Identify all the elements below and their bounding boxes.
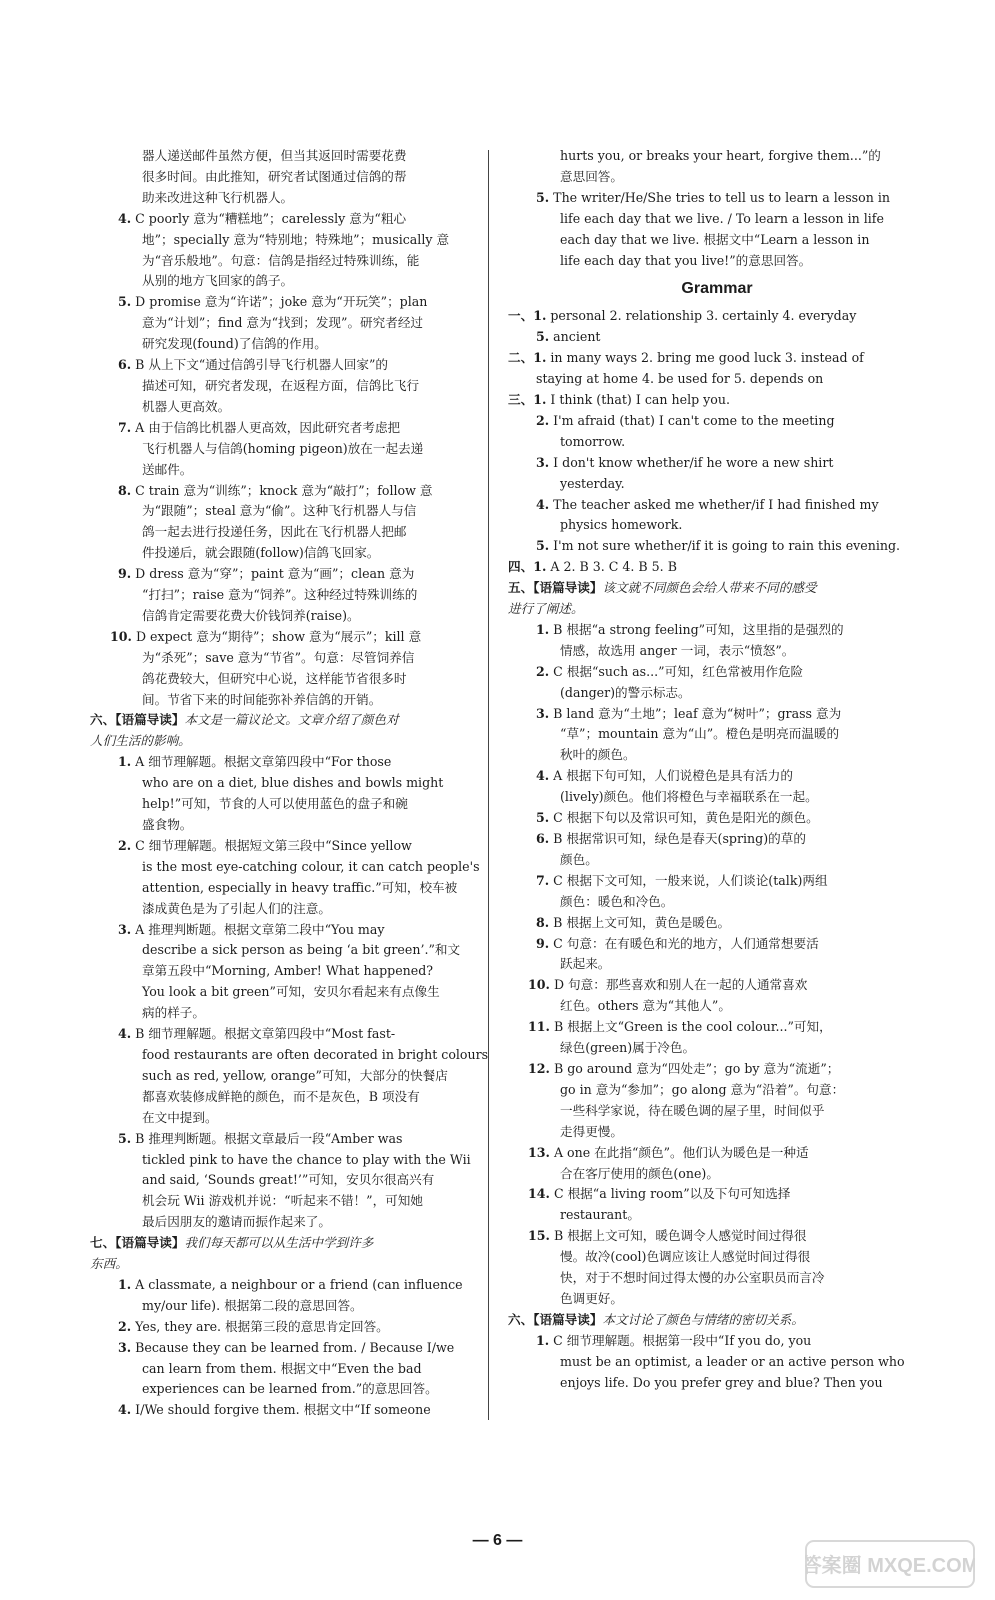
text-line	[90, 731, 508, 752]
line-text: experiences can be learned from.”的意思回答。	[142, 1381, 438, 1397]
line-text: B land 意为“土地”；leaf 意为“树叶”；grass 意为	[553, 705, 842, 721]
item-number: 10.	[110, 628, 132, 644]
item-number: 10.	[528, 977, 550, 993]
line-text: 最后因朋友的邀请而振作起来了。	[142, 1214, 331, 1230]
item-number: 9.	[536, 935, 550, 951]
text-line	[90, 1066, 508, 1087]
text-line	[508, 850, 926, 871]
text-line	[508, 1080, 926, 1101]
item-number: 12.	[528, 1060, 550, 1076]
right-column	[508, 146, 926, 1393]
line-text: C poorly 意为“糟糕地”；carelessly 意为“粗心	[135, 210, 407, 226]
text-line	[90, 857, 508, 878]
item-number: 13.	[528, 1144, 550, 1160]
line-text: each day that we live. 根据文中“Learn a lesson in	[560, 231, 870, 247]
line-text: 该文就不同颜色会给人带来不同的感受	[602, 580, 817, 596]
item-number: 5.	[536, 810, 550, 826]
line-text: 为“音乐般地”。句意：信鸽是指经过特殊训练，能	[142, 252, 420, 268]
line-text: ancient	[553, 329, 601, 345]
line-text: B 根据上文可知，暖色调令人感觉时间过得很	[553, 1228, 807, 1244]
line-text: is the most eye-catching colour, it can catch people's	[142, 858, 480, 874]
line-text: The teacher asked me whether/if I had finished my	[553, 496, 879, 512]
line-text: B 根据常识可知，绿色是春天(spring)的草的	[553, 831, 806, 846]
line-text: (lively)颜色。他们将橙色与幸福联系在一起。	[560, 789, 818, 805]
text-line	[90, 543, 508, 564]
item-number: 三、1.	[508, 391, 547, 407]
line-text: D 句意：那些喜欢和别人在一起的人通常喜欢	[553, 977, 808, 993]
line-text: 东西。	[90, 1256, 128, 1272]
text-line	[90, 899, 508, 920]
line-text: personal 2. relationship 3. certainly 4. everyday	[550, 308, 857, 324]
answer-item	[90, 1024, 508, 1045]
line-text: life each day that we live. / To learn a lesson in life	[560, 210, 884, 226]
line-text: 为“跟随”；steal 意为“偷”。这种飞行机器人与信	[142, 503, 417, 519]
text-line	[508, 641, 926, 662]
line-text: my/our life). 根据第二段的意思回答。	[142, 1297, 363, 1313]
line-text: D dress 意为“穿”；paint 意为“画”；clean 意为	[135, 566, 415, 582]
text-line	[90, 1003, 508, 1024]
text-line	[508, 369, 926, 390]
text-line	[90, 669, 508, 690]
answer-item	[508, 411, 926, 432]
section-label: 五、【语篇导读】	[508, 580, 603, 596]
text-line	[90, 773, 508, 794]
text-line	[508, 515, 926, 536]
item-number: 8.	[536, 914, 550, 930]
item-number: 2.	[536, 663, 550, 679]
answer-item	[508, 1226, 926, 1247]
text-line	[90, 982, 508, 1003]
text-line	[90, 439, 508, 460]
line-text: food restaurants are often decorated in bright colours	[142, 1046, 489, 1062]
text-line	[508, 1352, 926, 1373]
item-number: 四、1.	[508, 559, 547, 575]
line-text: 颜色：暖色和冷色。	[560, 893, 674, 909]
item-number: 4.	[118, 1402, 132, 1418]
line-text: A 2. B 3. C 4. B 5. B	[550, 559, 677, 575]
text-line	[90, 961, 508, 982]
text-line	[508, 892, 926, 913]
right-column-bottom	[508, 306, 926, 1393]
text-line	[508, 1164, 926, 1185]
item-number: 1.	[536, 621, 550, 637]
item-number: 4.	[536, 768, 550, 784]
text-line	[508, 1122, 926, 1143]
text-line	[90, 1191, 508, 1212]
line-text: “打扫”；raise 意为“饲养”。这种经过特殊训练的	[142, 587, 418, 603]
line-text: 意为“计划”；find 意为“找到；发现”。研究者经过	[142, 315, 424, 331]
item-number: 15.	[528, 1228, 550, 1244]
text-line	[508, 1205, 926, 1226]
section-label: 六、【语篇导读】	[90, 712, 185, 728]
item-number: 1.	[118, 754, 132, 770]
item-number: 2.	[536, 412, 550, 428]
answer-item	[508, 808, 926, 829]
answer-item	[90, 920, 508, 941]
item-number: 4.	[118, 1026, 132, 1042]
text-line	[508, 1101, 926, 1122]
line-text: A classmate, a neighbour or a friend (can influence	[135, 1276, 463, 1292]
watermark-logo	[805, 1540, 975, 1588]
item-number: 6.	[118, 357, 132, 373]
item-number: 一、1.	[508, 308, 547, 324]
text-line	[90, 1045, 508, 1066]
text-line	[508, 683, 926, 704]
item-number: 1.	[118, 1276, 132, 1292]
line-text: 慢。故冷(cool)色调应该让人感觉时间过得很	[560, 1249, 811, 1265]
line-text: 为“杀死”；save 意为“节省”。句意：尽管饲养信	[142, 649, 415, 665]
line-text: C 根据下句以及常识可知，黄色是阳光的颜色。	[553, 810, 819, 826]
text-line	[90, 501, 508, 522]
item-number: 14.	[528, 1186, 550, 1202]
line-text: 色调更好。	[560, 1290, 623, 1306]
line-text: attention, especially in heavy traffic.”可知，校车被	[142, 879, 458, 895]
line-text: physics homework.	[560, 517, 683, 533]
line-text: 快，对于不想时间过得太慢的办公室职员而言冷	[560, 1270, 825, 1286]
answer-item	[90, 355, 508, 376]
text-line	[90, 585, 508, 606]
answer-item	[508, 495, 926, 516]
answer-item	[90, 209, 508, 230]
answer-item	[90, 1338, 508, 1359]
answer-item	[90, 418, 508, 439]
line-text: tomorrow.	[560, 433, 626, 449]
line-text: C train 意为“训练”；knock 意为“敲打”；follow 意	[135, 482, 433, 498]
line-text: 机会玩 Wii 游戏机并说：“听起来不错！”，可知她	[142, 1193, 423, 1209]
line-text: 盛食物。	[142, 817, 193, 832]
text-line	[508, 432, 926, 453]
grammar-heading: Grammar	[681, 280, 753, 298]
line-text: 飞行机器人与信鸽(homing pigeon)放在一起去递	[142, 440, 424, 456]
text-line	[90, 878, 508, 899]
text-line	[508, 745, 926, 766]
line-text: 描述可知，研究者发现，在返程方面，信鸽比飞行	[142, 377, 420, 393]
section-label: 六、【语篇导读】	[508, 1311, 603, 1327]
item-number: 3.	[118, 1339, 132, 1355]
item-number: 1.	[536, 1332, 550, 1348]
answer-item	[508, 348, 926, 369]
line-text: B 根据“a strong feeling”可知，这里指的是强烈的	[553, 621, 844, 637]
line-text: C 句意：在有暖色和光的地方，人们通常想要活	[553, 935, 819, 951]
text-line	[508, 1268, 926, 1289]
line-text: 都喜欢装修成鲜艳的颜色，而不是灰色，B 项没有	[142, 1088, 420, 1104]
item-number: 5.	[536, 189, 550, 205]
text-line	[90, 334, 508, 355]
answer-item	[508, 620, 926, 641]
page-number: — 6 —	[472, 1532, 523, 1549]
text-line	[508, 474, 926, 495]
item-number: 9.	[118, 566, 132, 582]
line-text: B go around 意为“四处走”；go by 意为“流逝”；	[553, 1060, 840, 1076]
line-text: life each day that you live!”的意思回答。	[560, 252, 812, 268]
answer-item	[508, 390, 926, 411]
line-text: 送邮件。	[142, 461, 193, 477]
line-text: 合在客厅使用的颜色(one)。	[560, 1165, 719, 1181]
line-text: help!”可知，节食的人可以使用蓝色的盘子和碗	[142, 796, 408, 812]
line-text: 章第五段中“Morning, Amber! What happened?	[142, 963, 434, 979]
answer-item	[90, 1275, 508, 1296]
text-line	[90, 188, 508, 209]
item-number: 5.	[536, 329, 550, 345]
answer-item	[508, 1059, 926, 1080]
line-text: 件投递后，就会跟随(follow)信鸽飞回家。	[142, 545, 380, 561]
line-text: A 细节理解题。根据文章第四段中“For those	[135, 754, 392, 770]
line-text: 情感，故选用 anger 一词，表示“愤怒”。	[560, 642, 795, 658]
line-text: 本文是一篇议论文。文章介绍了颜色对	[184, 712, 399, 728]
answer-item	[508, 306, 926, 327]
text-line	[90, 397, 508, 418]
text-line	[508, 724, 926, 745]
item-number: 8.	[118, 482, 132, 498]
line-text: staying at home 4. be used for 5. depends on	[536, 371, 824, 387]
item-number: 2.	[118, 837, 132, 853]
line-text: 跃起来。	[560, 956, 611, 972]
item-number: 4.	[536, 496, 550, 512]
text-line	[90, 1087, 508, 1108]
answer-item	[508, 704, 926, 725]
line-text: I/We should forgive them. 根据文中“If someone	[135, 1402, 431, 1418]
line-text: C 细节理解题。根据短文第三段中“Since yellow	[135, 837, 412, 853]
line-text: C 根据“a living room”以及下句可知选择	[553, 1186, 791, 1202]
right-column-top	[508, 146, 926, 271]
item-number: 7.	[118, 419, 132, 435]
line-text: 病的样子。	[142, 1005, 205, 1021]
text-line	[90, 271, 508, 292]
line-text: You look a bit green”可知，安贝尔看起来有点像生	[142, 984, 440, 1000]
line-text: 从别的地方飞回家的鸽子。	[142, 273, 294, 289]
text-line	[90, 1170, 508, 1191]
line-text: 我们每天都可以从生活中学到许多	[184, 1235, 374, 1251]
line-text: 机器人更高效。	[142, 398, 231, 414]
line-text: “草”；mountain 意为“山”。橙色是明亮而温暖的	[560, 726, 840, 742]
line-text: 间。节省下来的时间能弥补养信鸽的开销。	[142, 691, 382, 707]
line-text: 秋叶的颜色。	[560, 747, 636, 763]
answer-item	[90, 836, 508, 857]
answer-item	[508, 557, 926, 578]
answer-item	[508, 453, 926, 474]
line-text: such as red, yellow, orange”可知，大部分的快餐店	[142, 1067, 448, 1083]
section-header	[508, 1310, 926, 1331]
text-line	[508, 1247, 926, 1268]
answer-item	[508, 1331, 926, 1352]
answer-item	[508, 536, 926, 557]
line-text: go in 意为“参加”；go along 意为“沿着”。句意：	[560, 1081, 845, 1097]
answer-item	[508, 934, 926, 955]
line-text: D promise 意为“许诺”；joke 意为“开玩笑”；plan	[135, 294, 428, 310]
line-text: A 由于信鸽比机器人更高效，因此研究者考虑把	[135, 419, 401, 435]
line-text: 在文中提到。	[142, 1109, 218, 1125]
line-text: 人们生活的影响。	[90, 733, 191, 749]
text-line	[90, 606, 508, 627]
item-number: 2.	[118, 1318, 132, 1334]
text-line	[90, 1108, 508, 1129]
line-text: 地”；specially 意为“特别地；特殊地”；musically 意	[142, 231, 450, 247]
answer-item	[508, 188, 926, 209]
item-number: 5.	[536, 538, 550, 554]
line-text: in many ways 2. bring me good luck 3. instead of	[550, 350, 864, 366]
line-text: B 根据上文可知，黄色是暖色。	[553, 914, 731, 930]
line-text: (danger)的警示标志。	[560, 684, 691, 700]
line-text: 一些科学家说，待在暖色调的屋子里，时间似乎	[560, 1102, 825, 1118]
text-line	[508, 954, 926, 975]
line-text: Because they can be learned from. / Because I/we	[135, 1339, 455, 1355]
svg-text:答案圈 MXQE.COM: 答案圈 MXQE.COM	[805, 1555, 975, 1577]
line-text: 绿色(green)属于冷色。	[560, 1040, 696, 1056]
item-number: 4.	[118, 210, 132, 226]
answer-item	[90, 1129, 508, 1150]
line-text: 鸽花费较大，但研究中心说，这样能节省很多时	[142, 670, 407, 686]
line-text: I don't know whether/if he wore a new shirt	[553, 454, 834, 470]
line-text: can learn from them. 根据文中“Even the bad	[142, 1360, 422, 1376]
text-line	[90, 940, 508, 961]
line-text: restaurant。	[560, 1207, 640, 1223]
text-line	[90, 1359, 508, 1380]
line-text: 红色。others 意为“其他人”。	[560, 998, 731, 1014]
line-text: 信鸽肯定需要花费大价钱饲养(raise)。	[142, 607, 360, 623]
text-line	[90, 815, 508, 836]
item-number: 7.	[536, 872, 550, 888]
line-text: 本文讨论了颜色与情绪的密切关系。	[602, 1311, 804, 1327]
text-line	[90, 794, 508, 815]
line-text: B 细节理解题。根据文章第四段中“Most fast-	[135, 1026, 396, 1042]
line-text: 颜色。	[560, 851, 598, 867]
text-line	[90, 251, 508, 272]
line-text: 器人递送邮件虽然方便，但当其返回时需要花费	[142, 148, 407, 163]
text-line	[90, 376, 508, 397]
item-number: 二、1.	[508, 350, 547, 366]
text-line	[508, 251, 926, 272]
text-line	[90, 522, 508, 543]
text-line	[508, 230, 926, 251]
answer-item	[90, 481, 508, 502]
text-line	[508, 167, 926, 188]
item-number: 3.	[536, 454, 550, 470]
section-header	[90, 710, 508, 731]
answer-item	[508, 1017, 926, 1038]
line-text: yesterday.	[560, 475, 625, 491]
text-line	[90, 1212, 508, 1233]
line-text: and said, ‘Sounds great!’”可知，安贝尔很高兴有	[142, 1172, 435, 1188]
text-line	[508, 209, 926, 230]
text-line	[90, 460, 508, 481]
answer-item	[508, 1184, 926, 1205]
answer-item	[508, 829, 926, 850]
line-text: who are on a diet, blue dishes and bowls might	[142, 775, 444, 791]
line-text: A 根据下句可知，人们说橙色是具有活力的	[553, 768, 793, 784]
line-text: must be an optimist, a leader or an active person who	[560, 1353, 905, 1369]
answer-item	[508, 975, 926, 996]
line-text: 意思回答。	[560, 168, 623, 184]
item-number: 6.	[536, 831, 550, 846]
answer-item	[508, 327, 926, 348]
line-text: A 推理判断题。根据文章第二段中“You may	[135, 921, 385, 937]
answer-item	[90, 1400, 508, 1421]
item-number: 5.	[118, 294, 132, 310]
item-number: 3.	[118, 921, 132, 937]
text-line	[508, 1289, 926, 1310]
line-text: Yes, they are. 根据第三段的意思肯定回答。	[135, 1318, 389, 1334]
line-text: The writer/He/She tries to tell us to learn a lesson in	[553, 189, 890, 205]
line-text: hurts you, or breaks your heart, forgive them...”的	[560, 148, 881, 163]
line-text: C 根据“such as...”可知，红色常被用作危险	[553, 663, 804, 679]
section-header	[90, 1233, 508, 1254]
line-text: I'm afraid (that) I can't come to the meeting	[553, 412, 835, 428]
text-line	[90, 313, 508, 334]
line-text: B 根据上文“Green is the cool colour...”可知，	[553, 1019, 832, 1035]
left-column	[90, 146, 508, 1421]
answer-item	[90, 627, 508, 648]
line-text: B 从上下文“通过信鸽引导飞行机器人回家”的	[135, 357, 388, 373]
text-line	[90, 146, 508, 167]
item-number: 11.	[528, 1019, 550, 1035]
line-text: 很多时间。由此推知，研究者试图通过信鸽的帮	[142, 168, 407, 184]
text-line	[508, 1038, 926, 1059]
text-line	[90, 1254, 508, 1275]
answer-item	[508, 662, 926, 683]
line-text: I'm not sure whether/if it is going to rain this evening.	[553, 538, 901, 554]
section-header	[508, 578, 926, 599]
line-text: A one 在此指“颜色”。他们认为暖色是一种适	[553, 1144, 809, 1160]
line-text: 走得更慢。	[560, 1123, 623, 1139]
text-line	[508, 787, 926, 808]
text-line	[508, 1373, 926, 1394]
answer-item	[508, 913, 926, 934]
answer-item	[90, 1317, 508, 1338]
text-line	[90, 167, 508, 188]
line-text: 助来改进这种飞行机器人。	[142, 189, 294, 205]
answer-item	[90, 564, 508, 585]
line-text: enjoys life. Do you prefer grey and blue? Then you	[560, 1374, 883, 1390]
text-line	[508, 996, 926, 1017]
line-text: D expect 意为“期待”；show 意为“展示”；kill 意	[135, 628, 422, 644]
line-text: C 根据下文可知，一般来说，人们谈论(talk)两组	[553, 872, 828, 888]
text-line	[508, 146, 926, 167]
text-line	[90, 1296, 508, 1317]
item-number: 5.	[118, 1130, 132, 1146]
answer-item	[508, 871, 926, 892]
line-text: 进行了阐述。	[508, 601, 584, 617]
item-number: 3.	[536, 705, 550, 721]
answer-item	[508, 766, 926, 787]
line-text: describe a sick person as being ‘a bit green’.”和文	[142, 942, 461, 958]
answer-item	[508, 1143, 926, 1164]
line-text: 漆成黄色是为了引起人们的注意。	[142, 900, 331, 916]
line-text: I think (that) I can help you.	[550, 391, 730, 407]
answer-item	[90, 292, 508, 313]
line-text: C 细节理解题。根据第一段中“If you do, you	[553, 1332, 812, 1348]
text-line	[508, 599, 926, 620]
text-line	[90, 230, 508, 251]
answer-item	[90, 752, 508, 773]
line-text: tickled pink to have the chance to play with the Wii	[142, 1151, 471, 1167]
text-line	[90, 1150, 508, 1171]
line-text: 鸽一起去进行投递任务，因此在飞行机器人把邮	[142, 524, 407, 540]
text-line	[90, 1379, 508, 1400]
text-line	[90, 690, 508, 711]
section-label: 七、【语篇导读】	[90, 1235, 185, 1251]
line-text: B 推理判断题。根据文章最后一段“Amber was	[135, 1130, 403, 1146]
line-text: 研究发现(found)了信鸽的作用。	[142, 336, 327, 352]
text-line	[90, 648, 508, 669]
